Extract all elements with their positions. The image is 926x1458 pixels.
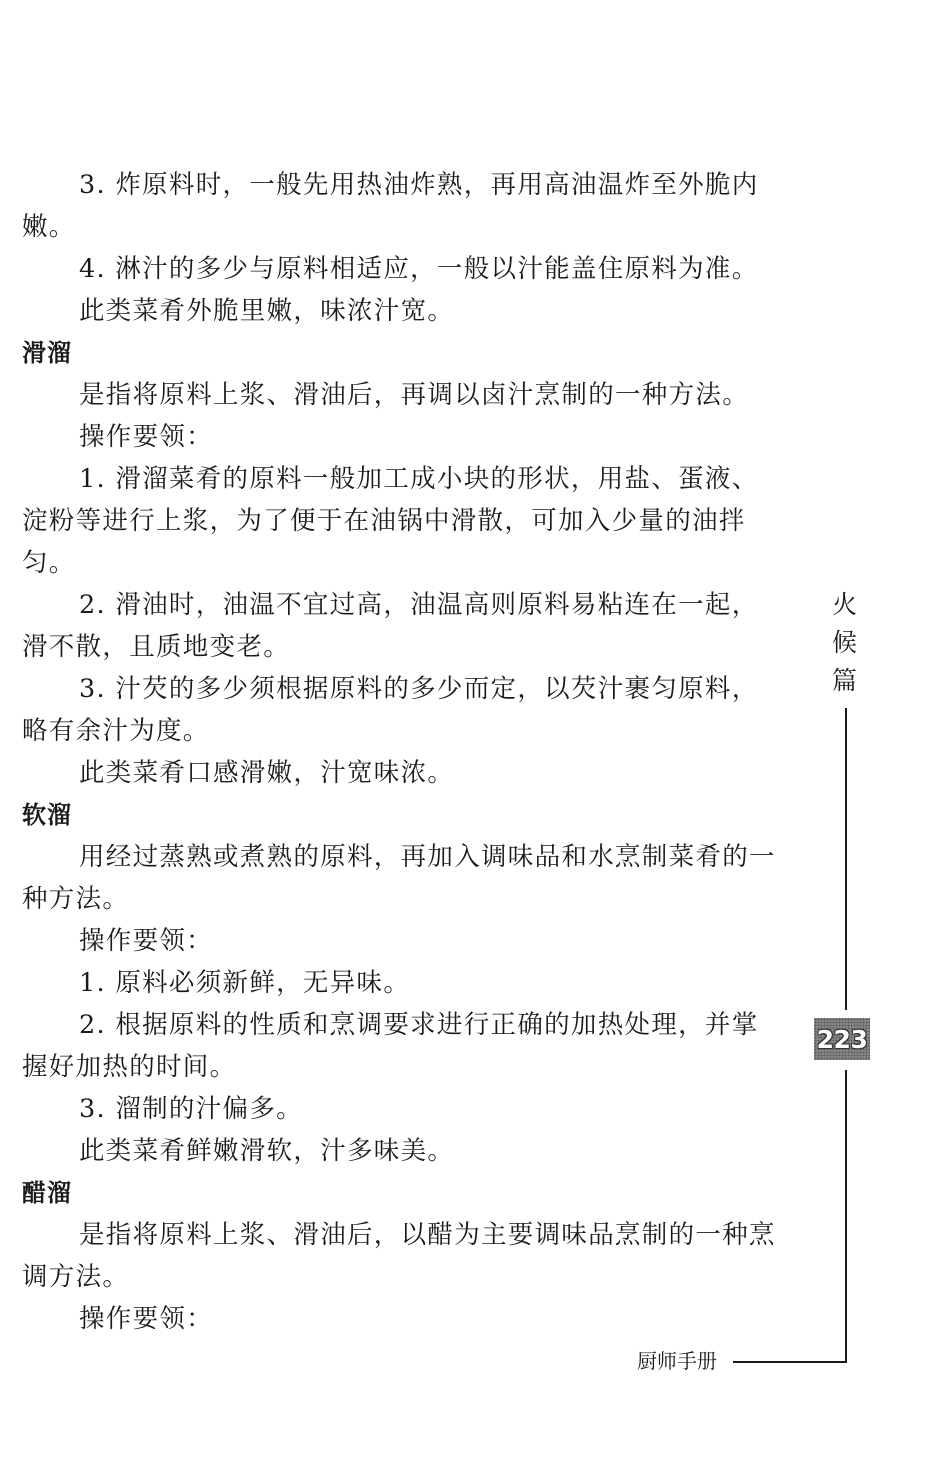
text-line: 用经过蒸熟或煮熟的原料，再加入调味品和水烹制菜肴的一 — [79, 842, 776, 872]
section-label-char: 候 — [832, 628, 858, 657]
text-line: 操作要领： — [79, 926, 214, 956]
section-heading: 醋溜 — [22, 1179, 72, 1207]
text-line: 嫩。 — [22, 212, 76, 242]
text-line: 操作要领： — [79, 422, 214, 452]
text-line: 此类菜肴口感滑嫩，汁宽味浓。 — [79, 758, 455, 788]
text-line: 调方法。 — [22, 1262, 130, 1292]
section-heading: 软溜 — [22, 801, 72, 829]
text-line: 此类菜肴鲜嫩滑软，汁多味美。 — [79, 1136, 455, 1166]
margin-rule-lower — [845, 1070, 847, 1363]
section-heading: 滑溜 — [22, 339, 72, 367]
page-number-badge — [814, 1018, 870, 1060]
text-line: 操作要领： — [79, 1304, 214, 1334]
text-line: 是指将原料上浆、滑油后，再调以卤汁烹制的一种方法。 — [79, 380, 750, 410]
text-line: 3. 炸原料时，一般先用热油炸熟，再用高油温炸至外脆内 — [79, 170, 759, 200]
text-line: 匀。 — [22, 548, 76, 578]
section-label-char: 篇 — [832, 666, 858, 695]
text-line: 是指将原料上浆、滑油后，以醋为主要调味品烹制的一种烹 — [79, 1220, 776, 1250]
text-line: 1. 原料必须新鲜，无异味。 — [79, 968, 411, 998]
text-line: 种方法。 — [22, 884, 130, 914]
text-line: 1. 滑溜菜肴的原料一般加工成小块的形状，用盐、蛋液、 — [79, 464, 759, 494]
text-line: 握好加热的时间。 — [22, 1052, 237, 1082]
text-line: 此类菜肴外脆里嫩，味浓汁宽。 — [79, 296, 455, 326]
book-title: 厨师手册 — [637, 1349, 717, 1373]
section-label-char: 火 — [832, 590, 858, 619]
margin-rule-upper — [845, 708, 847, 1010]
text-line: 3. 汁芡的多少须根据原料的多少而定，以芡汁裹匀原料， — [79, 674, 759, 704]
text-line: 4. 淋汁的多少与原料相适应，一般以汁能盖住原料为准。 — [79, 254, 759, 284]
text-line: 滑不散，且质地变老。 — [22, 632, 291, 662]
text-line: 淀粉等进行上浆，为了便于在油锅中滑散，可加入少量的油拌 — [22, 506, 746, 536]
footer-rule — [733, 1361, 847, 1363]
page-number: 223 — [816, 1024, 868, 1054]
text-line: 略有余汁为度。 — [22, 716, 210, 746]
text-line: 2. 根据原料的性质和烹调要求进行正确的加热处理，并掌 — [79, 1010, 759, 1040]
text-line: 3. 溜制的汁偏多。 — [79, 1094, 303, 1124]
text-line: 2. 滑油时，油温不宜过高，油温高则原料易粘连在一起， — [79, 590, 759, 620]
